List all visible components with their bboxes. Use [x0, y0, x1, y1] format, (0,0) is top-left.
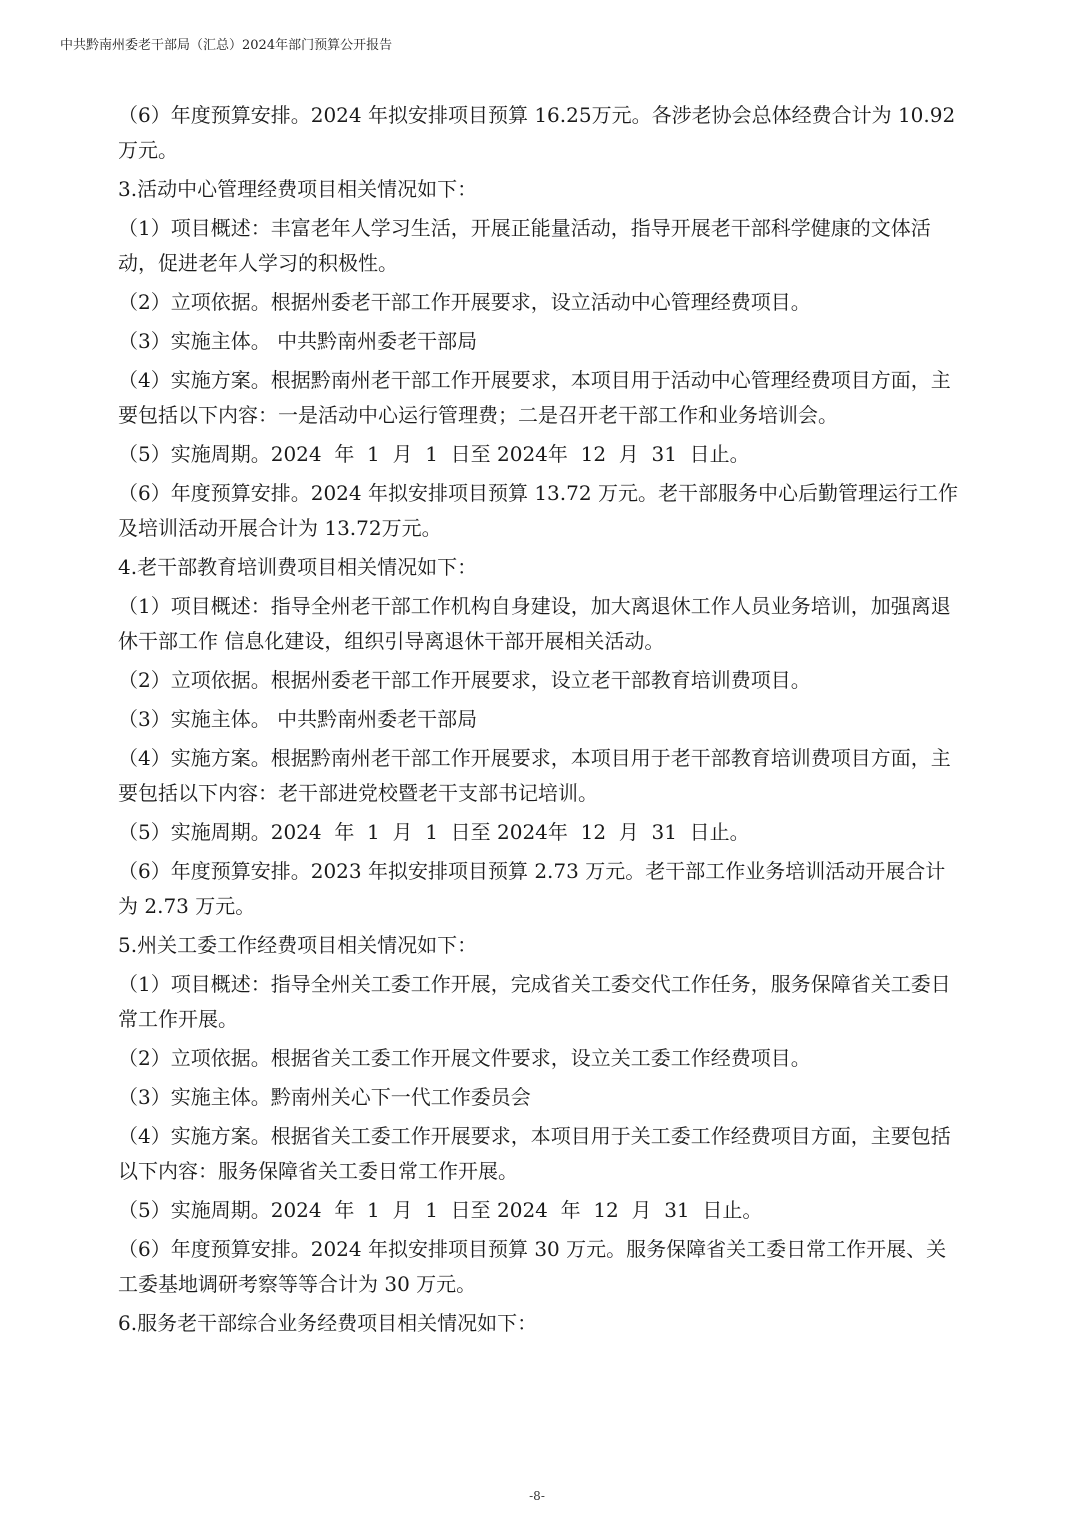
- paragraph: （5）实施周期。2024 年 1 月 1 日至 2024年 12 月 31 日止。: [118, 820, 750, 844]
- paragraph: （1）项目概述：指导全州老干部工作机构自身建设，加大离退休工作人员业务培训，加强离退休干部工作 信息化建设，组织引导离退休干部开展相关活动。: [118, 594, 951, 653]
- paragraph: （3）实施主体。黔南州关心下一代工作委员会: [118, 1085, 531, 1109]
- section-heading: 4.老干部教育培训费项目相关情况如下：: [118, 555, 478, 579]
- paragraph: （5）实施周期。2024 年 1 月 1 日至 2024 年 12 月 31 日止。: [118, 1198, 763, 1222]
- paragraph: （4）实施方案。根据黔南州老干部工作开展要求，本项目用于活动中心管理经费项目方面，主要包括以下内容：一是活动中心运行管理费；二是召开老干部工作和业务培训会。: [118, 368, 951, 427]
- paragraph: （3）实施主体。 中共黔南州委老干部局: [118, 329, 478, 353]
- paragraph: （6）年度预算安排。2024 年拟安排项目预算 13.72 万元。老干部服务中心后勤管理运行工作及培训活动开展合计为 13.72万元。: [118, 481, 958, 540]
- paragraph: （6）年度预算安排。2024 年拟安排项目预算 30 万元。服务保障省关工委日常工作开展、关工委基地调研考察等等合计为 30 万元。: [118, 1237, 947, 1296]
- paragraph: （4）实施方案。根据省关工委工作开展要求，本项目用于关工委工作经费项目方面，主要包括以下内容：服务保障省关工委日常工作开展。: [118, 1124, 951, 1183]
- paragraph: （6）年度预算安排。2023 年拟安排项目预算 2.73 万元。老干部工作业务培训活动开展合计为 2.73 万元。: [118, 859, 946, 918]
- section-heading: 3.活动中心管理经费项目相关情况如下：: [118, 177, 478, 201]
- paragraph: （6）年度预算安排。2024 年拟安排项目预算 16.25万元。各涉老协会总体经费合计为 10.92 万元。: [118, 103, 962, 162]
- document-header: 中共黔南州委老干部局（汇总）2024年部门预算公开报告: [60, 38, 393, 53]
- paragraph: （2）立项依据。根据州委老干部工作开展要求，设立老干部教育培训费项目。: [118, 668, 811, 692]
- paragraph: （2）立项依据。根据州委老干部工作开展要求，设立活动中心管理经费项目。: [118, 290, 811, 314]
- document-body: [118, 98, 962, 1345]
- paragraph: （2）立项依据。根据省关工委工作开展文件要求，设立关工委工作经费项目。: [118, 1046, 811, 1070]
- paragraph: （1）项目概述：丰富老年人学习生活，开展正能量活动，指导开展老干部科学健康的文体活动，促进老年人学习的积极性。: [118, 216, 931, 275]
- paragraph: （3）实施主体。 中共黔南州委老干部局: [118, 707, 478, 731]
- page-number: -8-: [529, 1489, 545, 1503]
- paragraph: （4）实施方案。根据黔南州老干部工作开展要求，本项目用于老干部教育培训费项目方面，主要包括以下内容：老干部进党校暨老干支部书记培训。: [118, 746, 951, 805]
- section-heading: 6.服务老干部综合业务经费项目相关情况如下：: [118, 1311, 538, 1335]
- paragraph: （1）项目概述：指导全州关工委工作开展，完成省关工委交代工作任务，服务保障省关工委日常工作开展。: [118, 972, 951, 1031]
- section-heading: 5.州关工委工作经费项目相关情况如下：: [118, 933, 478, 957]
- paragraph: （5）实施周期。2024 年 1 月 1 日至 2024年 12 月 31 日止。: [118, 442, 750, 466]
